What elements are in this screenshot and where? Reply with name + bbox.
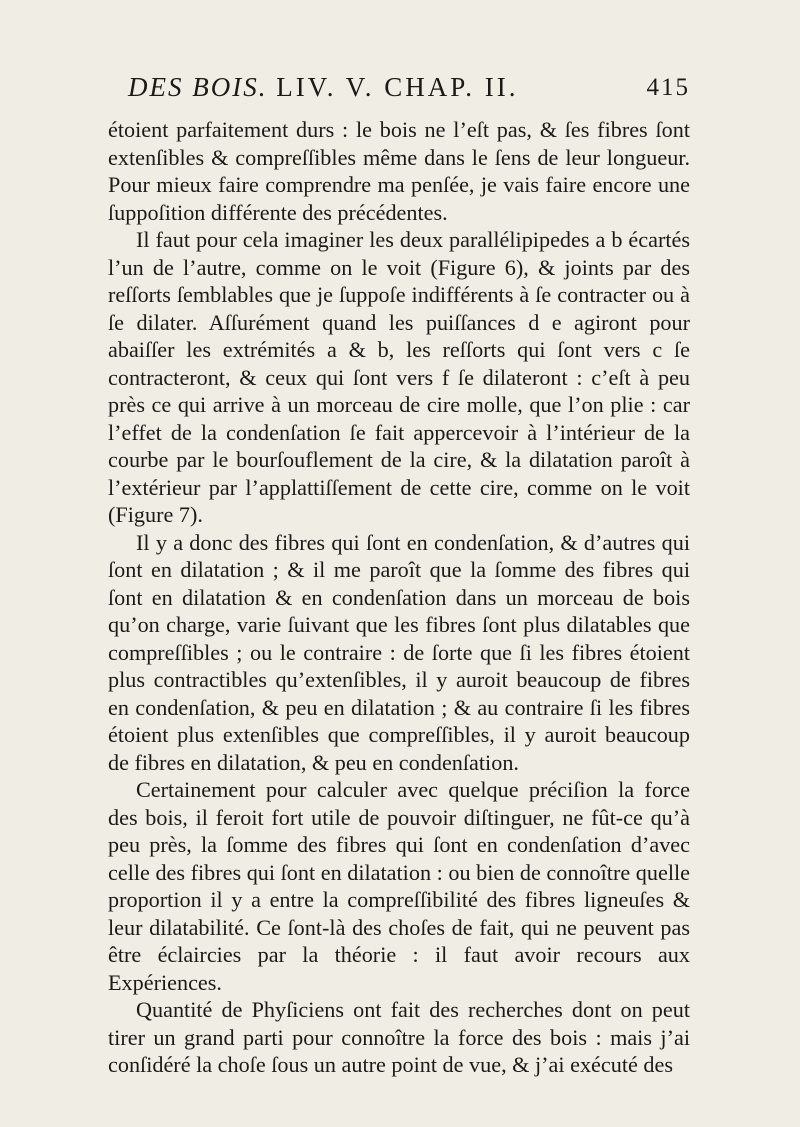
running-title bbox=[128, 72, 519, 103]
paragraph-1: étoient parfaitement durs : le bois ne l’eſt pas, & ſes fibres ſont extenſibles & compreſſibles même dans le ſens de leur longueur. Pour mieux faire comprendre ma penſée, je vais faire encore une ſuppoſition différente des précédentes. bbox=[108, 117, 690, 225]
paragraph-5: Quantité de Phyſiciens ont fait des recherches dont on peut tirer un grand parti pour connoître la force des bois : mais j’ai conſidéré la choſe ſous un autre point de vue, & j’ai exécuté des bbox=[108, 997, 690, 1077]
running-head bbox=[108, 72, 690, 116]
paragraph-2: Il faut pour cela imaginer les deux parallélipipedes a b écartés l’un de l’autre, comme on le voit (Figure 6), & joints par des reſſorts ſemblables que je ſuppoſe indifférents à ſe contracter ou à ſe dilater. Aſſurément quand les puiſſances d e agiront pour abaiſſer les extrémités a & b, les reſſorts qui ſont vers c ſe contracteront, & ceux qui ſont vers f ſe dilateront : c’eſt à peu près ce qui arrive à un morceau de cire molle, que l’on plie : car l’effet de la condenſation ſe fait appercevoir à l’intérieur de la courbe par le bourſouflement de la cire, & la dilatation paroît à l’extérieur par l’applattiſſement de cette cire, comme on le voit (Figure 7). bbox=[108, 227, 690, 527]
paragraph-4: Certainement pour calculer avec quelque préciſion la force des bois, il feroit fort utile de pouvoir diſtinguer, ne fût-ce qu’à peu près, la ſomme des fibres qui ſont en condenſation d’avec celle des fibres qui ſont en dilatation : ou bien de connoître quelle proportion il y a entre la compreſſibilité des fibres ligneuſes & leur dilatabilité. Ce ſont-là des choſes de fait, qui ne peuvent pas être éclaircies par la théorie : il faut avoir recours aux Expériences. bbox=[108, 777, 690, 995]
paragraph-3: Il y a donc des fibres qui ſont en condenſation, & d’autres qui ſont en dilatation ; & il me paroît que la ſomme des fibres qui ſont en dilatation & en condenſation dans un morceau de bois qu’on charge, varie ſuivant que les fibres ſont plus dilatables que compreſſibles ; ou le contraire : de ſorte que ſi les fibres étoient plus contractibles qu’extenſibles, il y auroit beaucoup de fibres en condenſation, & peu en dilatation ; & au contraire ſi les fibres étoient plus extenſibles que compreſſibles, il y auroit beaucoup de fibres en dilatation, & peu en condenſation. bbox=[108, 529, 690, 775]
body-text bbox=[108, 116, 690, 1079]
running-title-left: DES BOIS. bbox=[128, 72, 268, 102]
page-number: 415 bbox=[646, 74, 690, 101]
running-title-right: LIV. V. CHAP. II. bbox=[276, 72, 519, 102]
